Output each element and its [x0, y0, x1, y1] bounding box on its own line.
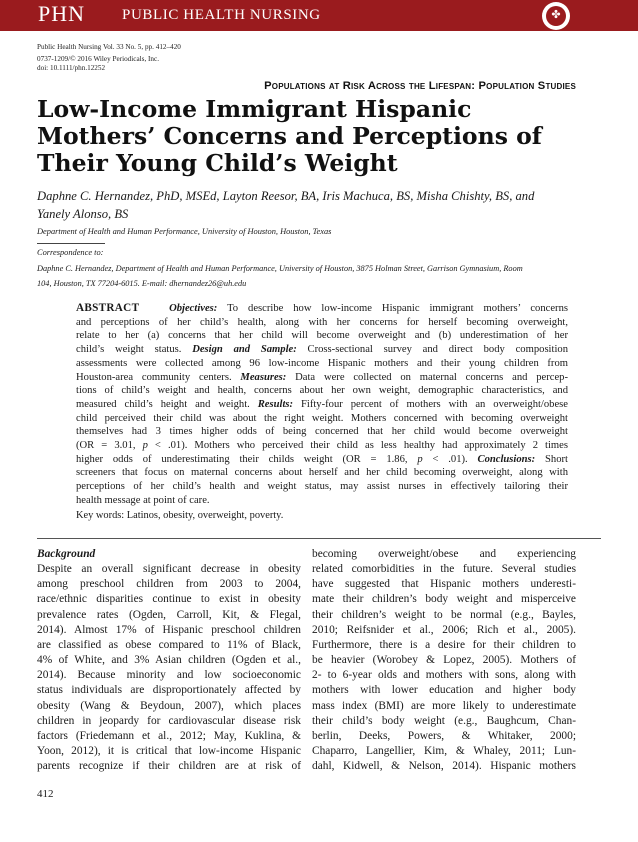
abstract-line: and perceptions of her child’s health, along with her concerns for herself becoming overweight, — [76, 316, 568, 328]
affiliation: Department of Health and Human Performance, University of Houston, Houston, Texas — [37, 227, 332, 236]
abstract-subhead: Design and Sample: — [192, 344, 297, 356]
abstract-line: health message at point of care. — [76, 494, 210, 506]
body-text-line: their child’s body weight (e.g., Baughcum, Chan- — [312, 714, 576, 727]
body-text-line: Furthermore, there is a desire for their children to — [312, 638, 576, 651]
abstract-subhead: Conclusions: — [477, 453, 536, 465]
body-text-line: status individuals are disproportionately affected by — [37, 684, 301, 697]
abstract-subhead: Results: — [257, 398, 294, 410]
authors — [37, 188, 597, 223]
body-text-line: among preschool children from 2003 to 2004, — [37, 578, 301, 591]
abstract-line: Houston-area community centers. Measures: Data were collected on maternal concerns and percep- — [76, 371, 568, 383]
abstract-line: assessments were collected among 96 low-income Hispanic mothers and their young children from — [76, 357, 568, 369]
abstract-line: measured child’s height and weight. Results: Fifty-four percent of mothers with an overweight/obese — [76, 398, 569, 410]
body-text-line: race/ethnic disparities continue to exist in obesity — [37, 593, 301, 606]
abstract-line: relate to her (a) concerns that her child will become overweight and (b) underestimation of her — [76, 330, 568, 342]
journal-name: PUBLIC HEALTH NURSING — [122, 7, 321, 23]
body-text-line: dahl, Kidwell, & Nelson, 2014). Hispanic mothers — [312, 760, 576, 773]
journal-abbr: PHN — [38, 1, 86, 26]
title-line: Mothers’ Concerns and Perceptions of — [37, 122, 542, 150]
body-text-line: prevalence rates (Ogden, Carroll, Kit, & Flegal, — [37, 608, 301, 621]
abstract-line: child’s weight status. Design and Sample: Cross-sectional survey and direct body composition — [76, 344, 568, 356]
body-text-line: 2014). Because minority and low socioeconomic — [37, 669, 301, 682]
body-text-line: are classified as obese compared to 11% of Black, — [37, 638, 301, 651]
body-column-right — [312, 547, 576, 774]
divider — [37, 538, 601, 539]
body-text-line: 4% of White, and 3% Asian children (Ogden et al., — [37, 654, 301, 667]
doi: doi: 10.1111/phn.12252 — [37, 64, 106, 72]
abstract-subhead: Objectives: — [169, 303, 218, 314]
body-text-line: 2014). Almost 17% of Hispanic preschool children — [37, 623, 301, 636]
keywords: Key words: Latinos, obesity, overweight, poverty. — [76, 510, 284, 521]
abstract-line: child perceived their child was about the right weight. Mothers concerned with becoming overweight — [76, 412, 568, 424]
citation: Public Health Nursing Vol. 33 No. 5, pp. 412–420 — [37, 43, 181, 51]
body-text-line: mothers with lower education and higher body — [312, 684, 576, 697]
authors-line: Yanely Alonso, BS — [37, 206, 129, 221]
abstract — [76, 302, 568, 508]
body-text-line: mate their children’s body weight and misperceive — [312, 593, 576, 606]
abstract-label: ABSTRACT — [76, 302, 140, 314]
body-text-line: Despite an overall significant decrease in obesity — [37, 563, 301, 576]
divider — [37, 243, 105, 244]
body-column-left — [37, 547, 301, 774]
body-text-line: their children’s weight to be normal (e.g., Bayles, — [312, 608, 576, 621]
journal-banner — [0, 0, 638, 31]
body-text-line: Yoon, 2012), it is critical that low-income Hispanic — [37, 745, 301, 758]
body-text-line: Chaparro, Langellier, Kim, & Whaley, 2011; Lun- — [312, 745, 576, 758]
body-text-line: children in jeopardy for cardiovascular disease risk — [37, 714, 301, 727]
title-line: Their Young Child’s Weight — [37, 149, 398, 177]
body-text-line: be heavier (Worobey & Lopez, 2005). Mothers of — [312, 654, 576, 667]
abstract-line: screeners that focus on maternal concerns about herself and her child becoming overweight, along with — [76, 467, 568, 479]
article-title — [37, 96, 597, 177]
body-text-line: parents recognize if their children are at risk of — [37, 760, 301, 773]
page-number: 412 — [37, 788, 54, 800]
authors-line: Daphne C. Hernandez, PhD, MSEd, Layton Reesor, BA, Iris Machuca, BS, Misha Chishty, BS, and — [37, 189, 535, 203]
body-text-line: mass index (BMI) are more likely to underestimate — [312, 699, 576, 712]
abstract-line: (OR = 3.01, p < .01). Mothers who perceived their child as less healthy had approximately 2 times — [76, 440, 568, 452]
body-text-line: factors (Friedemann et al., 2012; May, Kuklina, & — [37, 729, 301, 742]
correspondence-line: 104, Houston, TX 77204-6015. E-mail: dhernandez26@uh.edu — [37, 278, 247, 288]
abstract-subhead: Measures: — [240, 371, 287, 383]
abstract-line: perceptions of her child’s health and weight status, may assist nurses in effectively tailoring their — [76, 481, 568, 493]
body-text-line: becoming overweight/obese and experiencing — [312, 548, 576, 560]
body-text-line: related comorbidities in the future. Several studies — [312, 563, 576, 576]
abstract-line: themselves had 3 times higher odds of being concerned that her child would become overweight — [76, 426, 568, 438]
copyright: 0737-1209/© 2016 Wiley Periodicals, Inc. — [37, 55, 160, 63]
body-text-line: berlin, Deeks, Powers, & Whitaker, 2000; — [312, 729, 576, 742]
abstract-line: tions of child’s weight and health, concerns about her own weight, demographic characteristics, and — [76, 385, 568, 397]
body-text-line: 2- to 6-year olds and mothers with sons, along with — [312, 669, 576, 682]
title-line: Low-Income Immigrant Hispanic — [37, 95, 472, 123]
section-heading-background: Background — [37, 548, 96, 560]
body-text-line: 2010; Reifsnider et al., 2006; Rich et al., 2005). — [312, 623, 576, 636]
correspondence-text — [37, 262, 607, 291]
correspondence-label: Correspondence to: — [37, 248, 104, 257]
section-heading: Populations at Risk Across the Lifespan: Population Studies — [264, 80, 576, 92]
abstract-line: higher odds of underestimating their childs weight (OR = 1.86, p < .01). Conclusions: Short — [76, 453, 568, 465]
body-text-line: have suggested that Hispanic mothers underesti- — [312, 578, 576, 591]
journal-seal-icon: ✤ — [542, 2, 570, 30]
correspondence-line: Daphne C. Hernandez, Department of Health and Human Performance, University of Houston, 3875 Holman Street, Garrison Gymnasium, Room — [37, 264, 523, 273]
abstract-line: ABSTRACT Objectives: To describe how low-income Hispanic immigrant mothers’ concerns — [76, 302, 568, 314]
body-text-line: obesity (Wang & Beydoun, 2007), which places — [37, 699, 301, 712]
